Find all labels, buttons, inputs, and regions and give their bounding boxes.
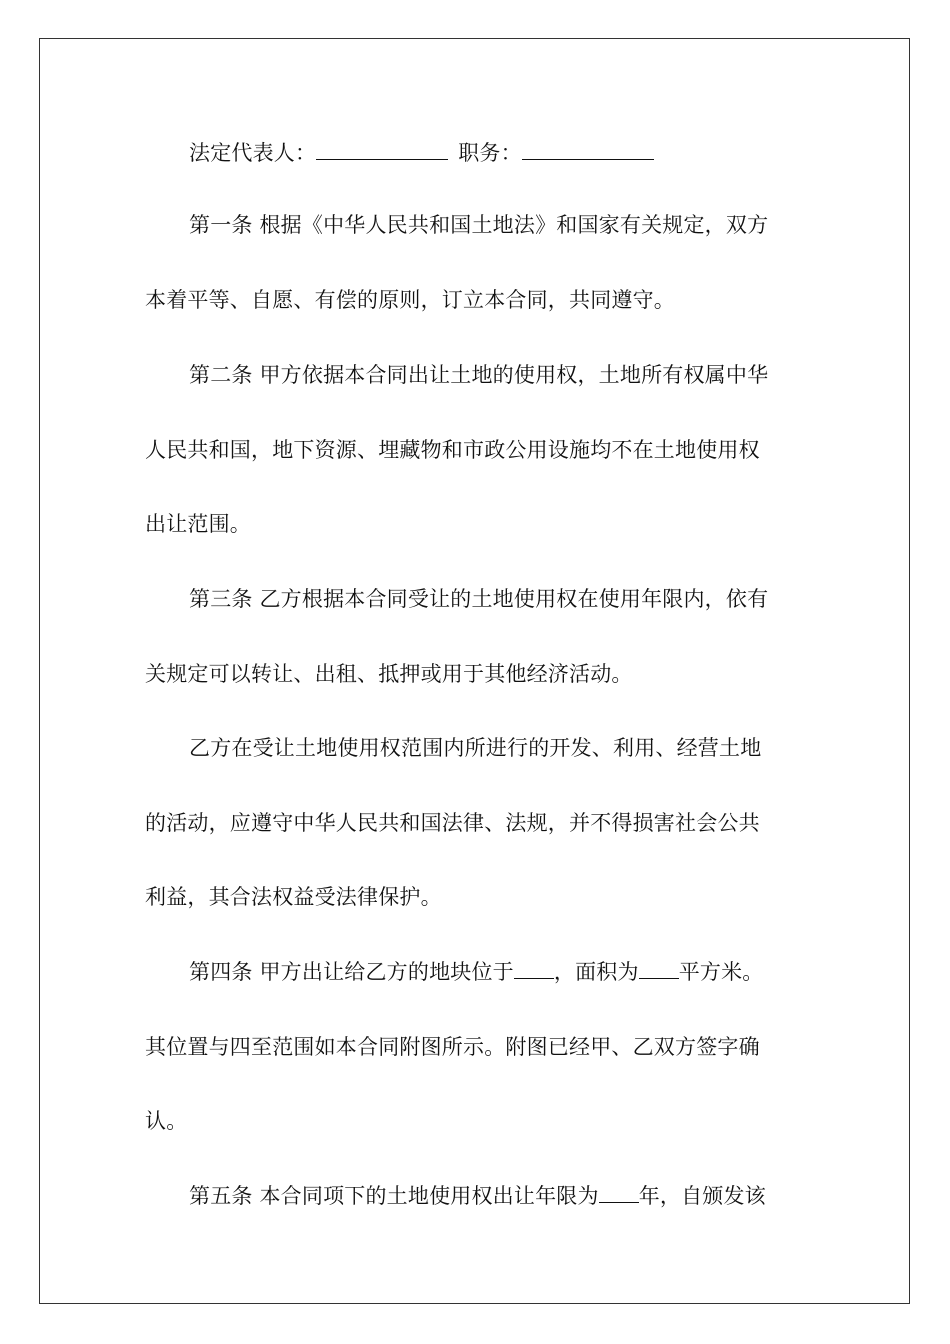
article-4-line-2: 其位置与四至范围如本合同附图所示。附图已经甲、乙双方签字确: [145, 1035, 760, 1059]
article-2-line-3: 出让范围。: [145, 512, 251, 536]
term-years-blank: [599, 1184, 639, 1203]
article-2-line-1: 第二条 甲方依据本合同出让土地的使用权，土地所有权属中华: [189, 363, 769, 387]
article-4-line-1: [189, 957, 764, 987]
article-2-line-2: 人民共和国，地下资源、埋藏物和市政公用设施均不在土地使用权: [145, 438, 760, 462]
paragraph-line-1: 乙方在受让土地使用权范围内所进行的开发、利用、经营土地: [189, 736, 762, 760]
representative-blank: [316, 141, 448, 160]
article-4-text-1: 第四条 甲方出让给乙方的地块位于: [189, 960, 514, 984]
article-5-line-1: [189, 1181, 766, 1211]
representative-line: [189, 138, 654, 168]
position-label: 职务：: [458, 141, 522, 165]
paragraph-line-3: 利益，其合法权益受法律保护。: [145, 885, 442, 909]
paragraph-line-2: 的活动，应遵守中华人民共和国法律、法规，并不得损害社会公共: [145, 811, 760, 835]
article-4-line-3: 认。: [145, 1109, 188, 1133]
article-4-text-2: ，面积为: [553, 960, 639, 984]
location-blank: [514, 960, 554, 979]
article-5-text-2: 年，自颁发该: [638, 1184, 766, 1208]
position-blank: [522, 141, 654, 160]
article-1-line-1: 第一条 根据《中华人民共和国土地法》和国家有关规定，双方: [189, 213, 769, 237]
article-1-line-2: 本着平等、自愿、有偿的原则，订立本合同，共同遵守。: [145, 288, 675, 312]
article-3-line-1: 第三条 乙方根据本合同受让的土地使用权在使用年限内，依有: [189, 587, 769, 611]
article-4-text-3: 平方米。: [678, 960, 764, 984]
area-blank: [639, 960, 679, 979]
representative-label: 法定代表人：: [189, 141, 317, 165]
article-5-text-1: 第五条 本合同项下的土地使用权出让年限为: [189, 1184, 599, 1208]
article-3-line-2: 关规定可以转让、出租、抵押或用于其他经济活动。: [145, 662, 633, 686]
